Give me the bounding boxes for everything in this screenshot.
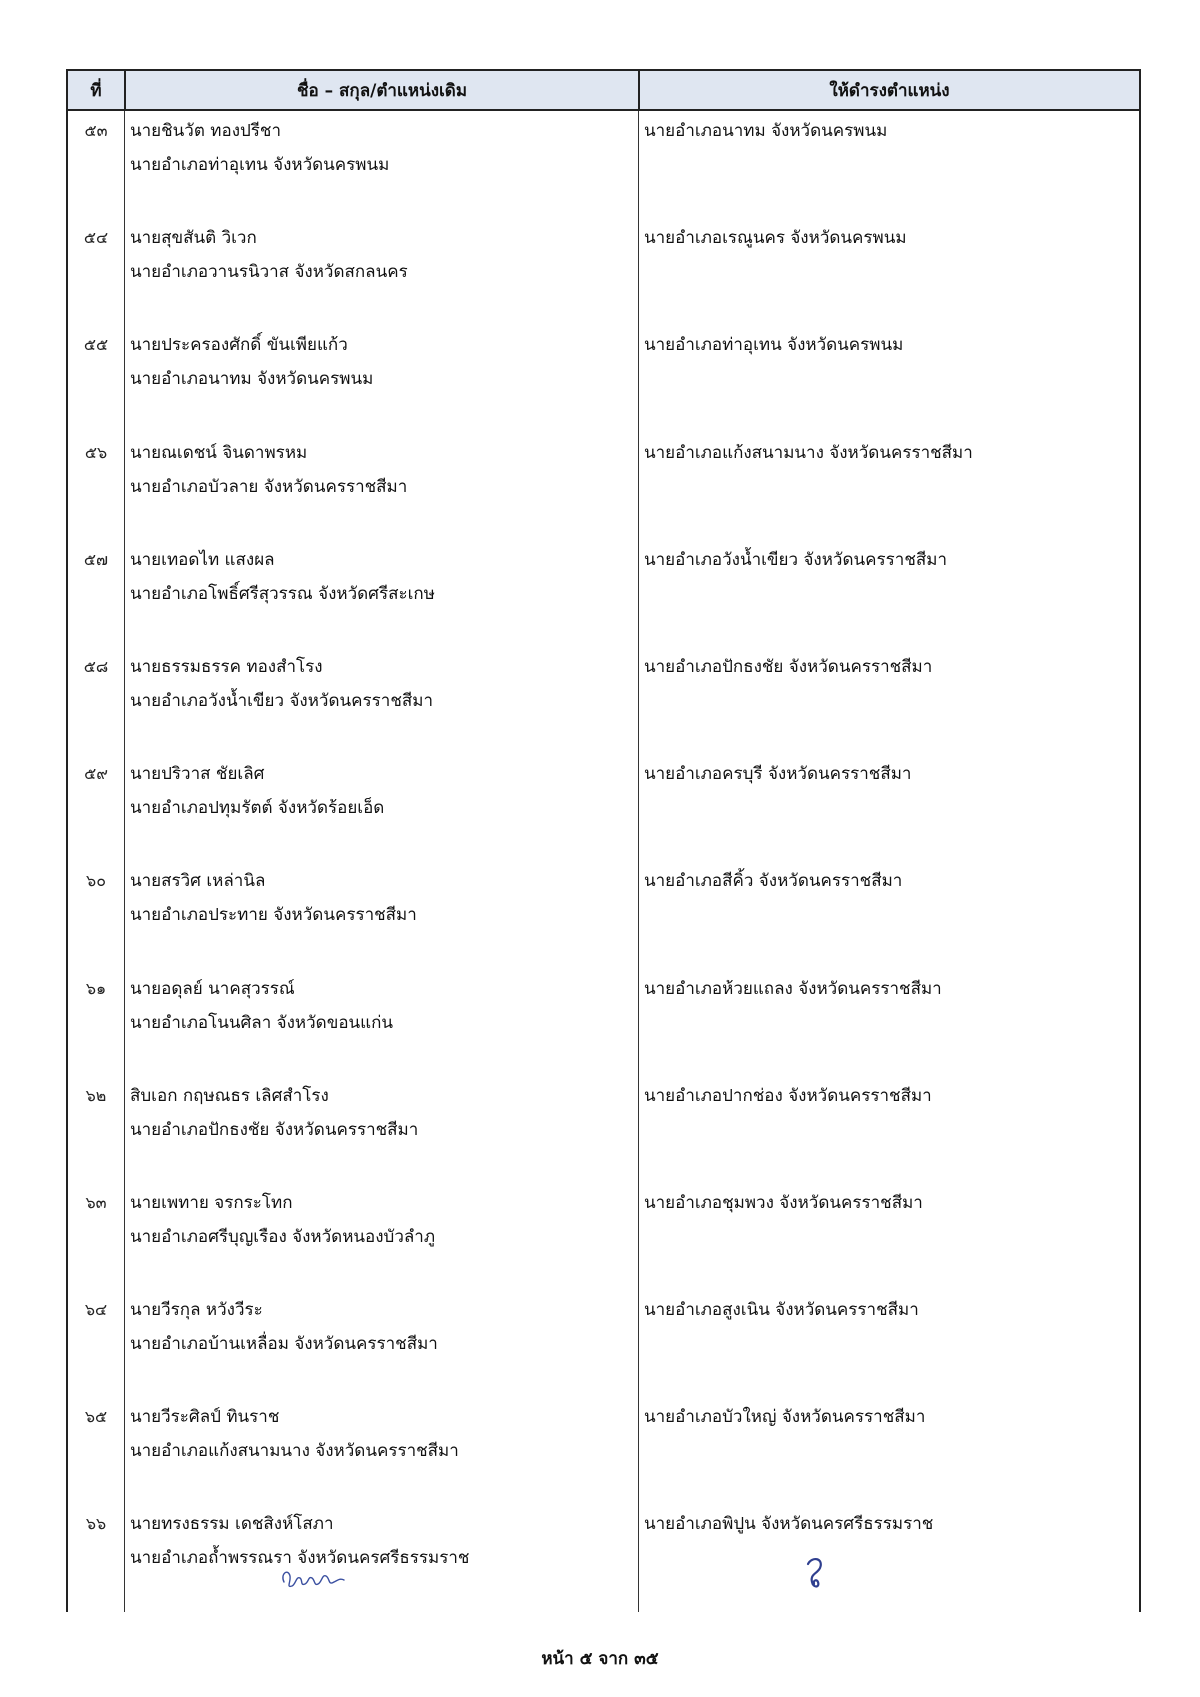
row-number: ๕๘ xyxy=(83,656,109,676)
new-position: นายอำเภอวังน้ำเขียว จังหวัดนครราชสีมา xyxy=(644,549,947,570)
person-name: นายธรรมธรรค ทองสำโรง xyxy=(130,656,323,677)
page-number: หน้า ๕ จาก ๓๕ xyxy=(541,1649,659,1669)
person-name: นายประครองศักดิ์ ขันเพียแก้ว xyxy=(130,335,348,356)
person-name: นายสรวิศ เหล่านิล xyxy=(130,871,266,892)
header-name-old-position: ชื่อ – สกุล/ตำแหน่งเดิม xyxy=(126,71,640,109)
table-row xyxy=(68,969,1139,1076)
new-position: นายอำเภอสีคิ้ว จังหวัดนครราชสีมา xyxy=(644,871,903,892)
person-name: นายณเดชน์ จินดาพรหม xyxy=(130,442,308,463)
old-position: นายอำเภอถ้ำพรรณรา จังหวัดนครศรีธรรมราช xyxy=(130,1548,470,1569)
new-position: นายอำเภอพิปูน จังหวัดนครศรีธรรมราช xyxy=(644,1514,934,1535)
old-position: นายอำเภอโนนศิลา จังหวัดขอนแก่น xyxy=(130,1012,394,1033)
table-row xyxy=(68,540,1139,647)
old-position: นายอำเภอวังน้ำเขียว จังหวัดนครราชสีมา xyxy=(130,690,433,711)
person-name: นายสุขสันติ วิเวก xyxy=(130,228,257,249)
new-position: นายอำเภอชุมพวง จังหวัดนครราชสีมา xyxy=(644,1192,923,1213)
person-name: นายชินวัต ทองปรีชา xyxy=(130,121,281,141)
person-name: นายทรงธรรม เดชสิงห์โสภา xyxy=(130,1514,334,1535)
row-number: ๕๓ xyxy=(84,121,108,140)
old-position: นายอำเภอท่าอุเทน จังหวัดนครพนม xyxy=(130,155,390,175)
header-number: ที่ xyxy=(68,71,126,109)
row-number: ๖๕ xyxy=(84,1407,108,1427)
new-position: นายอำเภอสูงเนิน จังหวัดนครราชสีมา xyxy=(644,1300,919,1321)
table-row xyxy=(68,325,1139,432)
old-position: นายอำเภอนาทม จังหวัดนครพนม xyxy=(130,369,374,390)
table-row xyxy=(68,1397,1139,1504)
table-row xyxy=(68,218,1139,325)
person-name: นายเทอดไท แสงผล xyxy=(130,549,275,570)
table-body xyxy=(68,111,1139,1612)
old-position: นายอำเภอปทุมรัตต์ จังหวัดร้อยเอ็ด xyxy=(130,798,385,819)
row-number: ๖๒ xyxy=(85,1085,107,1105)
person-name: นายปริวาส ชัยเลิศ xyxy=(130,764,265,785)
old-position: นายอำเภอโพธิ์ศรีสุวรรณ จังหวัดศรีสะเกษ xyxy=(130,583,435,604)
row-number: ๖๖ xyxy=(85,1514,107,1534)
new-position: นายอำเภอปากช่อง จังหวัดนครราชสีมา xyxy=(644,1085,932,1106)
table-row xyxy=(68,647,1139,754)
row-number: ๕๙ xyxy=(84,764,108,784)
row-number: ๖๑ xyxy=(85,978,107,998)
table-row xyxy=(68,754,1139,861)
old-position: นายอำเภอประทาย จังหวัดนครราชสีมา xyxy=(130,905,417,926)
new-position: นายอำเภอห้วยแถลง จังหวัดนครราชสีมา xyxy=(644,978,942,999)
signature-initials-right xyxy=(800,1554,830,1594)
old-position: นายอำเภอปักธงชัย จังหวัดนครราชสีมา xyxy=(130,1119,419,1140)
table-row xyxy=(68,861,1139,968)
row-number: ๕๖ xyxy=(84,442,108,462)
old-position: นายอำเภอวานรนิวาส จังหวัดสกลนคร xyxy=(130,262,408,283)
header-new-position: ให้ดำรงตำแหน่ง xyxy=(829,80,950,101)
appointment-table xyxy=(66,69,1141,1612)
new-position: นายอำเภอนาทม จังหวัดนครพนม xyxy=(644,121,888,141)
person-name: สิบเอก กฤษณธร เลิศสำโรง xyxy=(130,1085,329,1106)
new-position: นายอำเภอครบุรี จังหวัดนครราชสีมา xyxy=(644,764,912,785)
old-position: นายอำเภอบัวลาย จังหวัดนครราชสีมา xyxy=(130,476,408,497)
new-position: นายอำเภอท่าอุเทน จังหวัดนครพนม xyxy=(644,335,904,356)
new-position: นายอำเภอปักธงชัย จังหวัดนครราชสีมา xyxy=(644,656,933,677)
old-position: นายอำเภอบ้านเหลื่อม จังหวัดนครราชสีมา xyxy=(130,1334,438,1355)
person-name: นายอดุลย์ นาคสุวรรณ์ xyxy=(130,978,295,999)
new-position: นายอำเภอแก้งสนามนาง จังหวัดนครราชสีมา xyxy=(644,442,973,463)
table-header xyxy=(68,69,1139,111)
table-row xyxy=(68,111,1139,218)
table-row xyxy=(68,1183,1139,1290)
person-name: นายเพทาย จรกระโทก xyxy=(130,1192,293,1213)
row-number: ๖๐ xyxy=(86,871,106,891)
row-number: ๖๓ xyxy=(85,1192,107,1212)
old-position: นายอำเภอศรีบุญเรือง จังหวัดหนองบัวลำภู xyxy=(130,1226,436,1247)
row-number: ๖๔ xyxy=(84,1300,108,1320)
table-row xyxy=(68,433,1139,540)
table-row xyxy=(68,1076,1139,1183)
row-number: ๕๔ xyxy=(83,228,109,248)
new-position: นายอำเภอเรณูนคร จังหวัดนครพนม xyxy=(644,228,907,249)
old-position: นายอำเภอแก้งสนามนาง จังหวัดนครราชสีมา xyxy=(130,1441,459,1462)
row-number: ๕๕ xyxy=(83,335,109,355)
person-name: นายวีรกุล หวังวีระ xyxy=(130,1300,263,1321)
row-number: ๕๗ xyxy=(83,549,109,569)
new-position: นายอำเภอบัวใหญ่ จังหวัดนครราชสีมา xyxy=(644,1407,926,1428)
table-row xyxy=(68,1290,1139,1397)
table-row xyxy=(68,1504,1139,1611)
person-name: นายวีระศิลป์ ทินราช xyxy=(130,1407,280,1428)
signature-initials-left xyxy=(278,1560,348,1594)
